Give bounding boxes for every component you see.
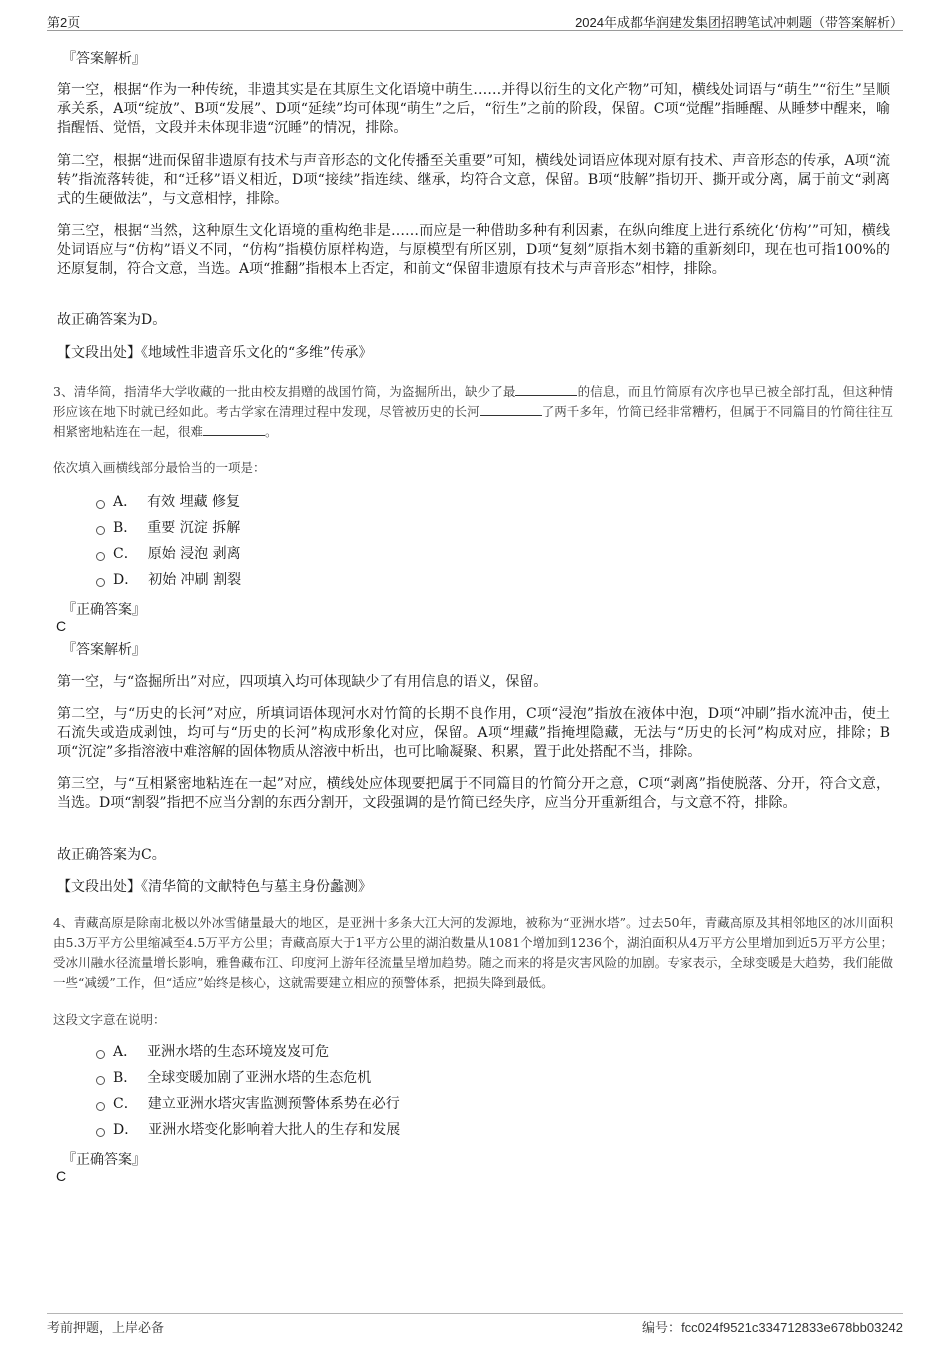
code-label: 编号：: [642, 1320, 682, 1335]
option-text: 建立亚洲水塔灾害监测预警体系势在必行: [147, 1096, 400, 1112]
option-b[interactable]: [96, 1069, 371, 1087]
analysis-paragraph: 第三空，根据“当然，这种原生文化语境的重构绝非是……而应是一种借助多种有利因素，在纵向维度上进行系统化‘仿构’”可知，横线处词语应与“仿构”语义不同，“仿构”指模仿原样构造，与原模型有所区别，D项“复刻”原指木刻书籍的重新刻印，现在也可指100%的还原复制，符合文意，当选。A项“推翻”指根本上否定，和前文“保留非遗原有技术与声音形态”相悖，排除。: [57, 223, 890, 277]
option-text: 亚洲水塔变化影响着大批人的生存和发展: [148, 1122, 401, 1138]
option-letter: A．: [113, 494, 138, 510]
analysis-paragraph: 第一空，与“盗掘所出”对应，四项填入均可体现缺少了有用信息的语义，保留。: [57, 674, 548, 690]
option-text: 重要 沉淀 拆解: [147, 520, 241, 536]
correct-answer: C: [56, 1168, 67, 1184]
stem-text: 3、清华简，指清华大学收藏的一批由校友捐赠的战国竹简，为盗掘所出，缺少了最: [53, 384, 516, 399]
question-prompt: 这段文字意在说明：: [53, 1012, 166, 1027]
radio-icon[interactable]: [96, 552, 105, 561]
stem-text: 了两千多年，竹简已经非常糟朽，但属于不同篇目的竹简往往互相紧密地粘连在一起，很难: [53, 404, 893, 439]
question-stem: 4、青藏高原是除南北极以外冰雪储量最大的地区，是亚洲十多条大江大河的发源地，被称为“亚洲水塔”。过去50年，青藏高原及其相邻地区的冰川面积由5.3万平方公里缩减至4.5万平方公里；青藏高原大于1平方公里的湖泊数量从1081个增加到1236个，湖泊面积从4万平方公里增加到近5万平方公里；受冰川融水径流量增长影响，雅鲁藏布江、印度河上游年径流量呈增加趋势。随之而来的将是灾害风险的加剧。专家表示，全球变暖是大趋势，我们能做一些“减缓”工作，但“适应”始终是核心，这就需要建立相应的预警体系，把损失降到最低。: [53, 915, 893, 990]
option-letter: B．: [113, 520, 138, 536]
answer-tag: 『正确答案』: [62, 1152, 146, 1168]
document-code: [642, 1317, 903, 1336]
conclusion: 故正确答案为D。: [57, 312, 167, 328]
answer-tag: 『正确答案』: [62, 602, 146, 618]
document-title: 2024年成都华润建发集团招聘笔试冲刺题（带答案解析）: [575, 15, 903, 30]
option-c[interactable]: [96, 1095, 400, 1113]
code-value: fcc024f9521c334712833e678bb03242: [681, 1320, 903, 1335]
analysis-paragraph: 第三空，与“互相紧密地粘连在一起”对应，横线处应体现要把属于不同篇目的竹简分开之意，C项“剥离”指使脱落、分开，符合文意，当选。D项“割裂”指把不应当分割的东西分割开，文段强调的是竹简已经失序，应当分开重新组合，与文意不符，排除。: [57, 776, 890, 811]
radio-icon[interactable]: [96, 578, 105, 587]
option-a[interactable]: [96, 1043, 329, 1061]
option-letter: C．: [113, 1096, 138, 1112]
footer-slogan: 考前押题，上岸必备: [47, 1320, 165, 1335]
analysis-paragraph: 第二空，根据“进而保留非遗原有技术与声音形态的文化传播至关重要”可知，横线处词语应体现对原有技术、声音形态的传承，A项“流转”指流落转徙，和“迁移”语义相近，D项“接续”指连续、继承，均符合文意，保留。B项“肢解”指切开、撕开或分离，属于前文“剥离式的生硬做法”，与文意相悖，排除。: [57, 153, 890, 207]
fill-blank: [480, 403, 542, 416]
analysis-tag: 『答案解析』: [62, 642, 146, 658]
stem-text: 的信息，而且竹简原有次序也早已被全部打乱，但这种情形应该在地下时就已经如此。考古学家在清理过程中发现，尽管被历史的长河: [53, 384, 893, 419]
option-d[interactable]: [96, 571, 241, 589]
stem-text: 。: [265, 424, 278, 439]
option-a[interactable]: [96, 493, 240, 511]
correct-answer: C: [56, 618, 67, 634]
page-number: 第2页: [47, 15, 81, 30]
option-letter: D．: [113, 1122, 139, 1138]
question-stem: [53, 382, 893, 442]
option-letter: A．: [113, 1044, 138, 1060]
radio-icon[interactable]: [96, 1102, 105, 1111]
radio-icon[interactable]: [96, 500, 105, 509]
radio-icon[interactable]: [96, 526, 105, 535]
option-d[interactable]: [96, 1121, 400, 1139]
radio-icon[interactable]: [96, 1076, 105, 1085]
option-letter: D．: [113, 572, 139, 588]
analysis-tag: 『答案解析』: [62, 51, 146, 67]
option-text: 全球变暖加剧了亚洲水塔的生态危机: [147, 1070, 372, 1086]
page-header: [47, 8, 903, 31]
source-citation: 【文段出处】《地域性非遗音乐文化的“多维”传承》: [57, 345, 373, 361]
option-letter: C．: [113, 546, 138, 562]
option-letter: B．: [113, 1070, 138, 1086]
option-c[interactable]: [96, 545, 241, 563]
option-text: 亚洲水塔的生态环境岌岌可危: [147, 1044, 330, 1060]
radio-icon[interactable]: [96, 1050, 105, 1059]
analysis-paragraph: 第二空，与“历史的长河”对应，所填词语体现河水对竹简的长期不良作用，C项“浸泡”指放在液体中泡，D项“冲刷”指水流冲击，使土石流失或造成剥蚀，均可与“历史的长河”构成形象化对应，保留。A项“埋藏”指掩埋隐藏，无法与“历史的长河”构成对应，排除；B项“沉淀”多指溶液中难溶解的固体物质从溶液中析出，也可比喻凝聚、积累，置于此处搭配不当，排除。: [57, 706, 890, 760]
option-text: 有效 埋藏 修复: [147, 494, 241, 510]
radio-icon[interactable]: [96, 1128, 105, 1137]
question-prompt: 依次填入画横线部分最恰当的一项是：: [53, 460, 266, 475]
option-text: 原始 浸泡 剥离: [147, 546, 241, 562]
analysis-paragraph: 第一空，根据“作为一种传统，非遗其实是在其原生文化语境中萌生……并得以衍生的文化产物”可知，横线处词语与“萌生”“衍生”呈顺承关系，A项“绽放”、B项“发展”、D项“延续”均可体现“萌生”之后，“衍生”之前的阶段，保留。C项“觉醒”指睡醒、从睡梦中醒来，喻指醒悟、觉悟，文段并未体现非遗“沉睡”的情况，排除。: [57, 82, 890, 136]
fill-blank: [203, 423, 265, 436]
fill-blank: [515, 383, 577, 396]
source-citation: 【文段出处】《清华简的文献特色与墓主身份蠡测》: [57, 879, 372, 895]
option-text: 初始 冲刷 割裂: [148, 572, 242, 588]
option-b[interactable]: [96, 519, 240, 537]
page-footer: [47, 1313, 903, 1338]
conclusion: 故正确答案为C。: [57, 847, 166, 863]
